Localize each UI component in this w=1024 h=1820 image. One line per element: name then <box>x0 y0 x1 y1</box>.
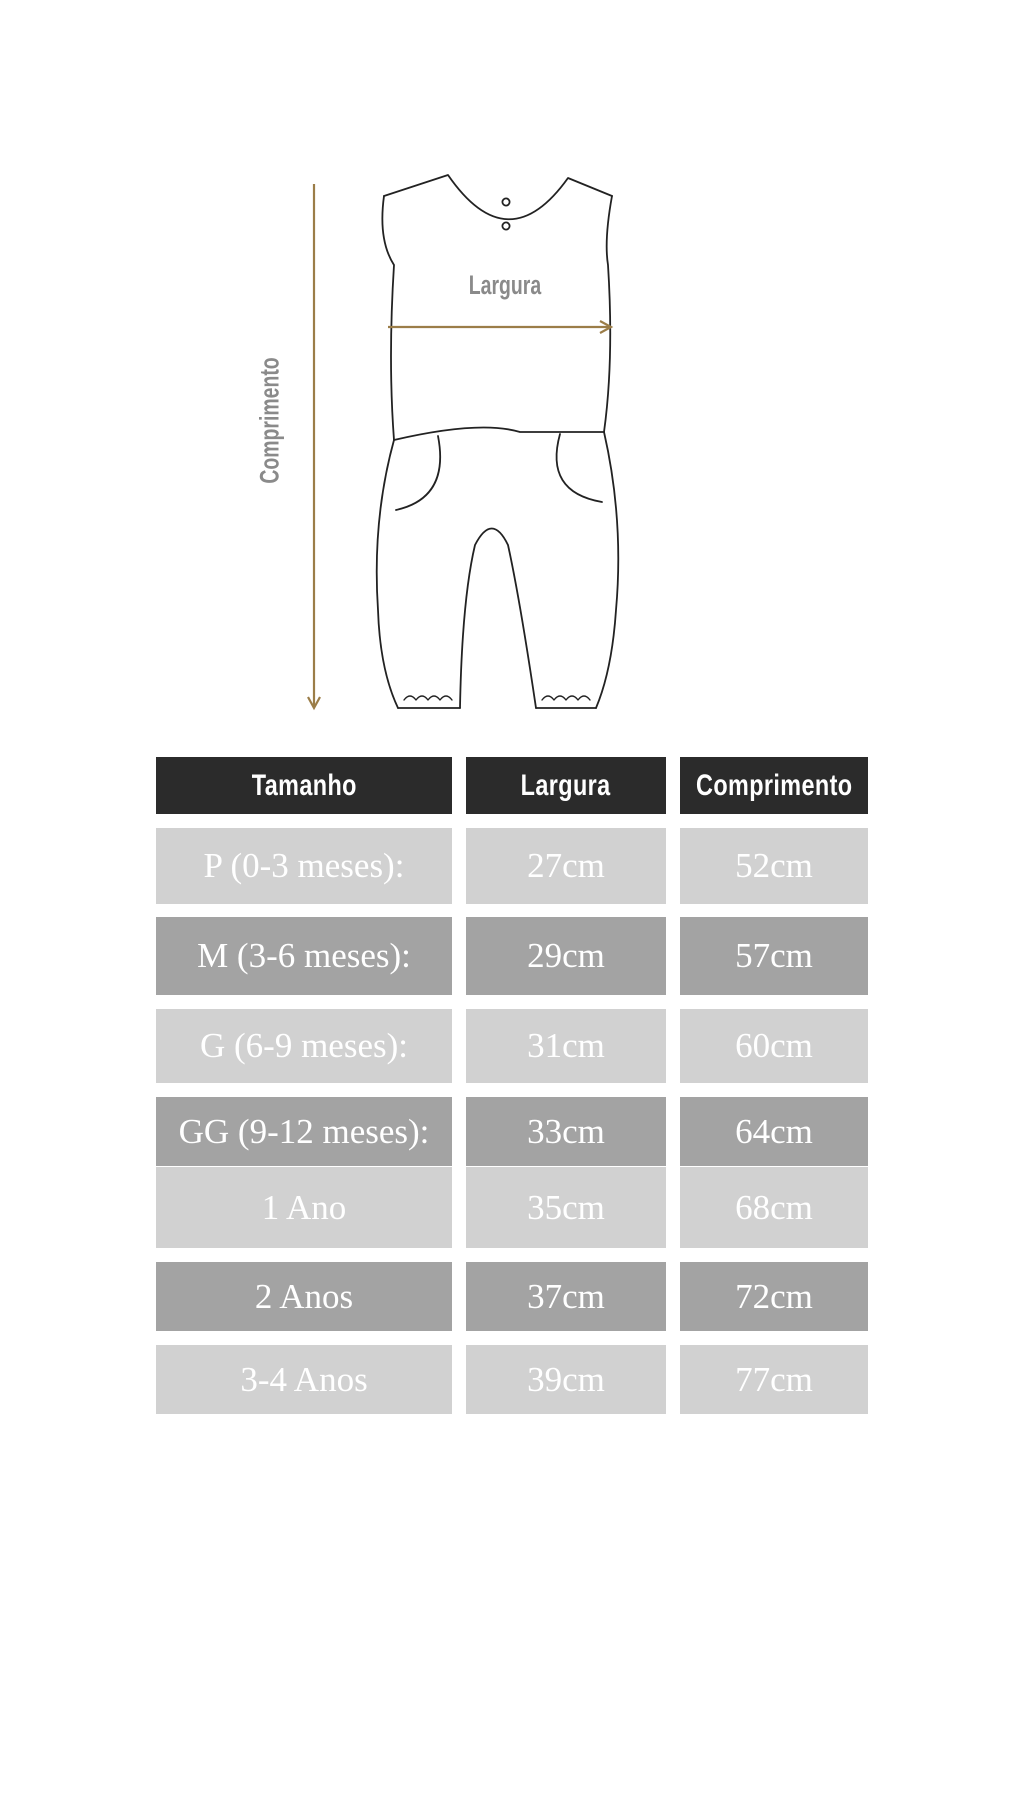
table-cell-size: 3-4 Anos <box>156 1345 452 1414</box>
table-cell-length: 72cm <box>680 1262 868 1331</box>
table-cell-length: 77cm <box>680 1345 868 1414</box>
table-cell-width: 29cm <box>466 917 666 995</box>
table-cell-width: 35cm <box>466 1167 666 1248</box>
table-cell-size: GG (9-12 meses): <box>156 1097 452 1166</box>
table-cell-size: P (0-3 meses): <box>156 828 452 904</box>
table-cell-length: 64cm <box>680 1097 868 1166</box>
width-label: Largura <box>468 270 542 300</box>
length-label: Comprimento <box>254 357 285 484</box>
table-cell-length: 57cm <box>680 917 868 995</box>
table-cell-width: 39cm <box>466 1345 666 1414</box>
table-cell-width: 31cm <box>466 1009 666 1083</box>
table-cell-size: 1 Ano <box>156 1167 452 1248</box>
table-cell-length: 60cm <box>680 1009 868 1083</box>
table-cell-size: M (3-6 meses): <box>156 917 452 995</box>
table-cell-width: 27cm <box>466 828 666 904</box>
table-cell-width: 37cm <box>466 1262 666 1331</box>
table-cell-size: G (6-9 meses): <box>156 1009 452 1083</box>
header-size: Tamanho <box>156 757 452 814</box>
table-cell-width: 33cm <box>466 1097 666 1166</box>
header-length: Comprimento <box>680 757 868 814</box>
table-cell-size: 2 Anos <box>156 1262 452 1331</box>
header-width: Largura <box>466 757 666 814</box>
table-cell-length: 68cm <box>680 1167 868 1248</box>
table-cell-length: 52cm <box>680 828 868 904</box>
